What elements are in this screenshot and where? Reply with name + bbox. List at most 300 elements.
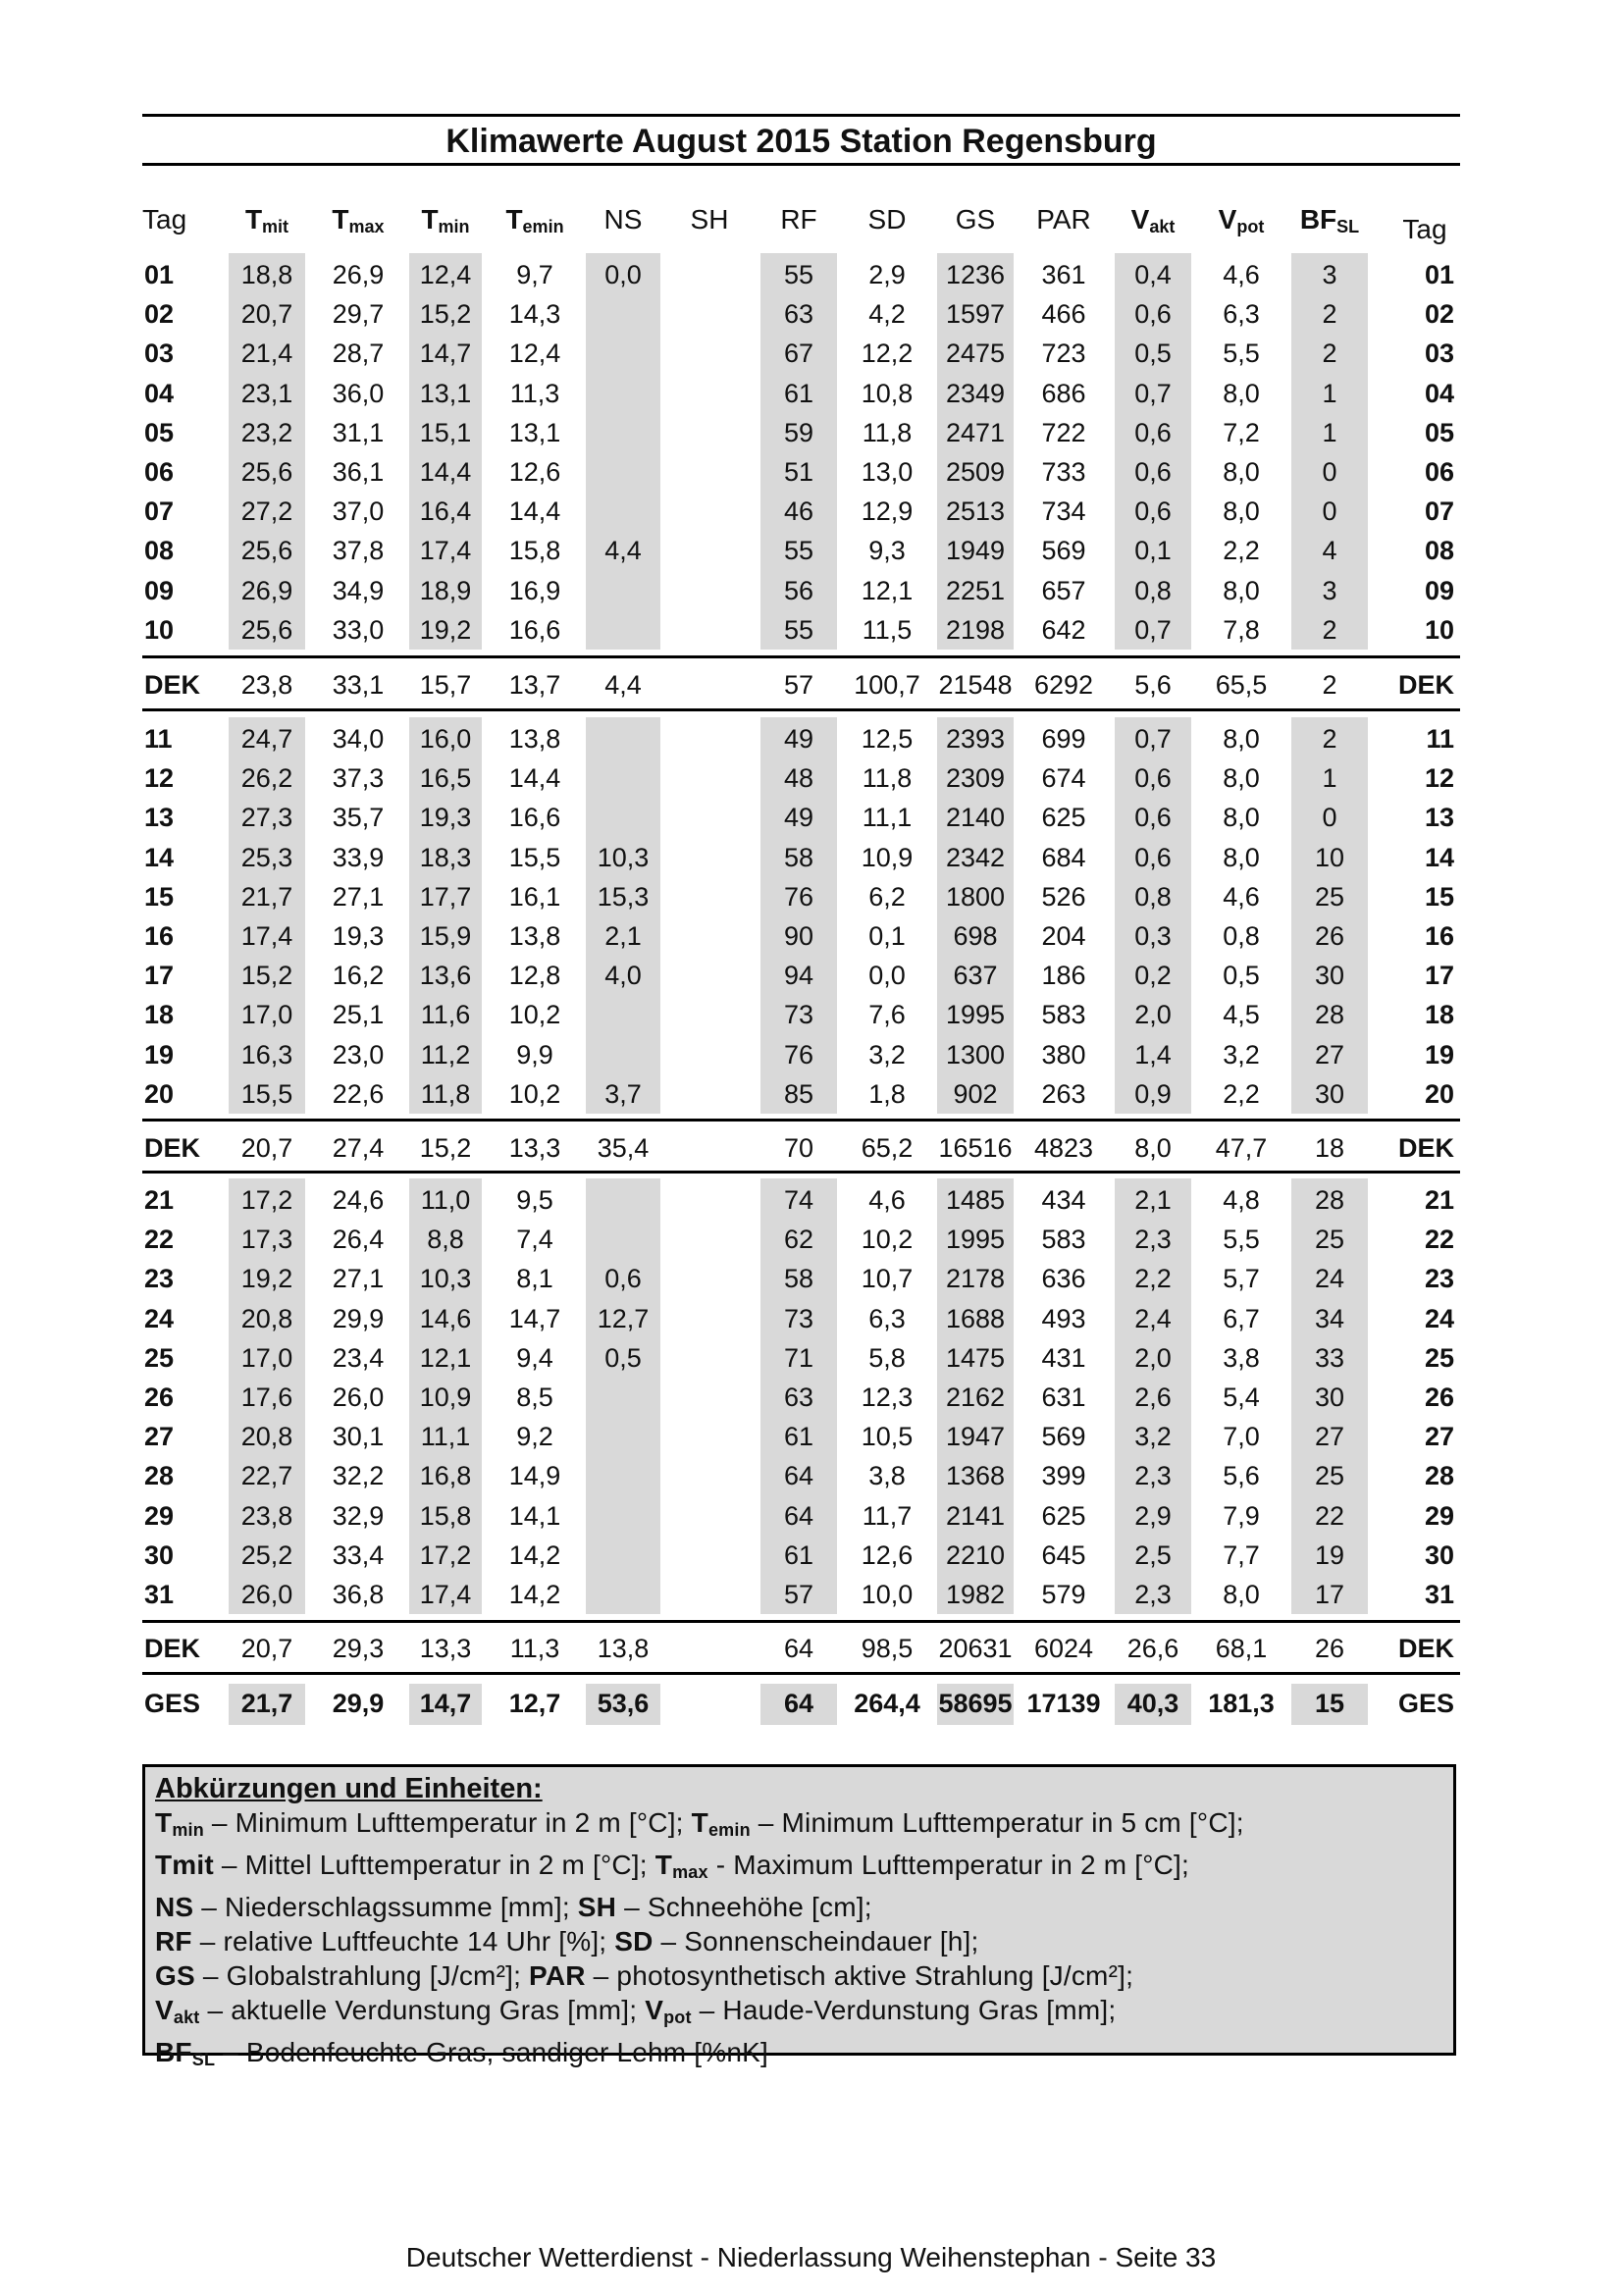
day-row-t-max: 33,9: [332, 842, 385, 872]
day-row-gs: 2140: [945, 803, 1006, 833]
day-row-tag: 23: [144, 1264, 175, 1294]
day-row-ns: [581, 1417, 665, 1456]
day-row-bf-sl: 1: [1322, 763, 1337, 794]
day-row-sd: 6,3: [868, 1303, 906, 1333]
day-row-v-pot: 4,8: [1223, 1185, 1260, 1215]
day-row-t-mit: 17,4: [240, 921, 293, 951]
day-row-t-min: 11,6: [420, 1000, 471, 1030]
day-row-v-akt: 1,4: [1134, 1039, 1172, 1070]
day-row-par: 723: [1041, 339, 1086, 369]
legend-line-5: GS – Globalstrahlung [J/cm²]; PAR – photosynthetisch aktive Strahlung [J/cm²];: [155, 1960, 1134, 1991]
day-row-t-mit: 21,4: [240, 339, 293, 369]
day-row-par: 579: [1041, 1580, 1086, 1609]
day-row-t-mit: 23,8: [240, 1500, 293, 1531]
day-row-bf-sl: 28: [1314, 1185, 1345, 1215]
day-row-t-max: 36,0: [332, 378, 385, 408]
day-row-t-min: 11,1: [420, 1422, 471, 1452]
day-row-sh: [667, 452, 752, 492]
day-row-bf-sl: 4: [1322, 536, 1337, 566]
dek-row-tag: DEK: [144, 670, 201, 700]
day-row-sh: [667, 956, 752, 995]
day-row-t-min: 17,7: [419, 881, 472, 912]
dek-row-gs: 20631: [938, 1634, 1013, 1663]
day-row-par: 466: [1041, 299, 1086, 330]
day-row-bf-sl: 10: [1314, 842, 1345, 872]
ges-row-tag-right: GES: [1397, 1689, 1454, 1718]
day-row-t-min: 14,4: [419, 457, 472, 487]
header-sh: SH: [690, 204, 729, 235]
day-row-t-min: 12,4: [419, 260, 472, 289]
day-row-tag: 08: [144, 536, 175, 566]
day-row-v-pot: 8,0: [1223, 842, 1260, 872]
day-row-tag-right: 27: [1424, 1422, 1454, 1452]
top-rule: [142, 114, 1460, 117]
day-row-t-max: 37,3: [332, 763, 385, 794]
day-row-par: 263: [1041, 1078, 1086, 1109]
day-row-rf: 64: [783, 1500, 814, 1531]
day-row-t-min: 12,1: [419, 1342, 472, 1373]
day-row-rf: 48: [783, 763, 814, 794]
day-row-t-mit: 21,7: [240, 881, 293, 912]
dek-row-par: 6292: [1033, 670, 1094, 700]
day-row-t-max: 27,1: [332, 881, 385, 912]
day-row-bf-sl: 25: [1314, 1461, 1345, 1491]
day-row-ns: [581, 1456, 665, 1495]
day-row-t-min: 17,4: [419, 536, 472, 566]
day-row-tag: 11: [144, 724, 173, 754]
day-row-rf: 61: [783, 378, 814, 408]
day-row-t-min: 14,6: [419, 1303, 472, 1333]
day-row-tag-right: 03: [1424, 339, 1454, 369]
day-row-gs: 1475: [945, 1342, 1006, 1373]
day-row-v-pot: 5,4: [1223, 1383, 1260, 1412]
day-row-t-max: 30,1: [332, 1422, 385, 1452]
day-row-sh: [667, 719, 752, 758]
day-row-ns: 10,3: [597, 842, 650, 872]
day-row-par: 686: [1041, 378, 1086, 408]
day-row-v-akt: 0,3: [1134, 921, 1172, 951]
day-row-sd: 4,2: [868, 299, 906, 330]
day-row-tag: 02: [144, 299, 175, 330]
day-row-par: 493: [1041, 1303, 1086, 1333]
legend-line-4: RF – relative Luftfeuchte 14 Uhr [%]; SD – Sonnenscheindauer [h];: [155, 1926, 979, 1957]
day-row-t-emin: 14,9: [508, 1461, 561, 1491]
day-row-ns: [581, 452, 665, 492]
day-row-t-mit: 25,2: [240, 1539, 293, 1570]
day-row-bf-sl: 0: [1322, 496, 1337, 527]
dek-row-v-akt: 8,0: [1134, 1133, 1172, 1163]
day-row-ns: [581, 571, 665, 610]
day-row-sd: 3,2: [868, 1039, 906, 1070]
day-row-rf: 63: [783, 299, 814, 330]
dek-row-sh: [667, 665, 752, 704]
day-row-t-mit: 19,2: [240, 1264, 293, 1294]
dek-row-t-mit: 23,8: [240, 670, 293, 700]
day-row-t-mit: 20,8: [240, 1422, 293, 1452]
day-row-v-pot: 8,0: [1223, 575, 1260, 605]
day-row-sd: 7,6: [868, 1000, 906, 1030]
dek-row-t-max: 33,1: [332, 670, 385, 700]
day-row-v-pot: 2,2: [1223, 1078, 1260, 1109]
ges-row-t-emin: 12,7: [508, 1689, 561, 1718]
day-row-tag: 10: [144, 614, 175, 645]
day-row-gs: 698: [953, 921, 998, 951]
day-row-sh: [667, 1299, 752, 1338]
day-row-bf-sl: 25: [1314, 881, 1345, 912]
day-row-v-pot: 7,0: [1223, 1422, 1260, 1452]
day-row-gs: 1995: [945, 1000, 1006, 1030]
row-rule: [142, 655, 1460, 658]
day-row-ns: 2,1: [604, 921, 642, 951]
day-row-gs: 1947: [945, 1422, 1006, 1452]
day-row-t-emin: 13,1: [508, 417, 561, 447]
day-row-bf-sl: 33: [1314, 1342, 1345, 1373]
day-row-t-emin: 14,3: [508, 299, 561, 330]
day-row-ns: [581, 758, 665, 798]
ges-row-v-akt: 40,3: [1126, 1689, 1179, 1718]
day-row-rf: 46: [783, 496, 814, 527]
legend-line-6: $V_{akt}$ – aktuelle Verdunstung Gras [mm]; $V_{pot}$ – Haude-Verdunstung Gras [mm];: [155, 1995, 1117, 2027]
day-row-t-max: 27,1: [332, 1264, 385, 1294]
dek-row-ns: 35,4: [597, 1133, 650, 1163]
day-row-ns: [581, 334, 665, 373]
day-row-tag-right: 21: [1424, 1185, 1454, 1215]
day-row-v-pot: 8,0: [1223, 803, 1260, 833]
day-row-bf-sl: 1: [1322, 417, 1337, 447]
day-row-v-akt: 2,3: [1134, 1461, 1172, 1491]
day-row-t-emin: 14,2: [508, 1539, 561, 1570]
day-row-v-akt: 2,0: [1134, 1000, 1172, 1030]
day-row-v-akt: 2,4: [1134, 1303, 1172, 1333]
day-row-par: 186: [1041, 961, 1086, 991]
day-row-tag: 25: [144, 1342, 175, 1373]
day-row-bf-sl: 3: [1322, 260, 1337, 289]
day-row-ns: [581, 492, 665, 531]
day-row-rf: 76: [783, 1039, 814, 1070]
day-row-tag-right: 13: [1424, 803, 1454, 833]
day-row-v-akt: 2,3: [1134, 1225, 1172, 1255]
day-row-rf: 55: [783, 536, 814, 566]
day-row-t-mit: 15,2: [240, 961, 293, 991]
day-row-sd: 12,6: [861, 1539, 914, 1570]
day-row-rf: 73: [783, 1000, 814, 1030]
dek-row-t-min: 15,7: [419, 670, 472, 700]
day-row-t-mit: 26,0: [240, 1580, 293, 1609]
day-row-tag-right: 31: [1424, 1580, 1454, 1609]
row-rule: [142, 1672, 1460, 1675]
dek-row-t-emin: 13,3: [508, 1133, 561, 1163]
header-rf: RF: [780, 204, 817, 235]
day-row-t-min: 19,2: [419, 614, 472, 645]
day-row-v-pot: 5,5: [1223, 339, 1260, 369]
day-row-tag: 12: [144, 763, 175, 794]
day-row-v-pot: 0,8: [1223, 921, 1260, 951]
day-row-v-akt: 2,3: [1134, 1580, 1172, 1609]
day-row-rf: 49: [783, 724, 814, 754]
day-row-par: 569: [1041, 536, 1086, 566]
legend-line-7: $BF_{SL}$ – Bodenfeuchte Gras, sandiger Lehm [%nK]: [155, 2037, 769, 2069]
day-row-t-emin: 14,2: [508, 1580, 561, 1609]
day-row-sd: 12,3: [861, 1383, 914, 1412]
day-row-t-mit: 23,2: [240, 417, 293, 447]
day-row-rf: 55: [783, 614, 814, 645]
day-row-sd: 11,5: [862, 614, 913, 645]
header-tag-right: Tag: [1402, 214, 1447, 244]
day-row-tag-right: 28: [1424, 1461, 1454, 1491]
day-row-sd: 11,8: [862, 417, 913, 447]
dek-row-sd: 65,2: [861, 1133, 914, 1163]
day-row-tag-right: 30: [1424, 1539, 1454, 1570]
ges-row-t-max: 29,9: [332, 1689, 385, 1718]
day-row-t-emin: 16,6: [508, 803, 561, 833]
day-row-par: 699: [1041, 724, 1086, 754]
day-row-tag-right: 12: [1424, 763, 1454, 794]
day-row-par: 733: [1041, 457, 1086, 487]
dek-row-t-max: 29,3: [332, 1634, 385, 1663]
day-row-gs: 2471: [945, 417, 1006, 447]
day-row-t-max: 29,9: [332, 1303, 385, 1333]
day-row-tag: 04: [144, 378, 175, 408]
day-row-sd: 11,1: [862, 803, 913, 833]
dek-row-tag: DEK: [144, 1634, 201, 1663]
day-row-t-emin: 14,4: [508, 496, 561, 527]
day-row-v-pot: 8,0: [1223, 457, 1260, 487]
day-row-tag-right: 23: [1424, 1264, 1454, 1294]
day-row-v-akt: 0,4: [1134, 260, 1172, 289]
day-row-tag: 31: [144, 1580, 175, 1609]
day-row-par: 722: [1041, 417, 1086, 447]
day-row-t-max: 25,1: [332, 1000, 385, 1030]
day-row-t-max: 23,4: [332, 1342, 385, 1373]
day-row-sd: 2,9: [868, 260, 906, 289]
day-row-t-mit: 22,7: [240, 1461, 293, 1491]
day-row-tag: 06: [144, 457, 175, 487]
dek-row-t-min: 13,3: [419, 1634, 472, 1663]
day-row-gs: 2141: [945, 1500, 1006, 1531]
header-v-akt: $V_{akt}$: [1130, 204, 1176, 236]
day-row-t-max: 37,8: [332, 536, 385, 566]
day-row-t-mit: 17,0: [240, 1342, 293, 1373]
day-row-bf-sl: 3: [1322, 575, 1337, 605]
day-row-par: 361: [1041, 260, 1086, 289]
dek-row-ns: 13,8: [597, 1634, 650, 1663]
day-row-tag: 21: [144, 1185, 175, 1215]
day-row-t-max: 36,1: [332, 457, 385, 487]
day-row-rf: 67: [783, 339, 814, 369]
day-row-ns: [581, 374, 665, 413]
day-row-sd: 10,7: [861, 1264, 914, 1294]
day-row-bf-sl: 19: [1314, 1539, 1345, 1570]
ges-row-sd: 264,4: [854, 1689, 920, 1718]
day-row-sh: [667, 1220, 752, 1259]
day-row-v-akt: 0,6: [1134, 763, 1172, 794]
day-row-bf-sl: 25: [1314, 1225, 1345, 1255]
day-row-sd: 10,0: [861, 1580, 914, 1609]
day-row-sh: [667, 1536, 752, 1575]
day-row-t-mit: 20,8: [240, 1303, 293, 1333]
header-par: PAR: [1036, 204, 1091, 235]
day-row-sh: [667, 531, 752, 570]
day-row-gs: 2349: [945, 378, 1006, 408]
day-row-ns: 4,4: [604, 536, 642, 566]
day-row-tag-right: 09: [1424, 575, 1454, 605]
day-row-par: 657: [1041, 575, 1086, 605]
day-row-tag: 05: [144, 417, 175, 447]
day-row-rf: 49: [783, 803, 814, 833]
day-row-sd: 12,1: [861, 575, 914, 605]
day-row-t-min: 17,4: [419, 1580, 472, 1609]
day-row-t-emin: 8,1: [516, 1264, 553, 1294]
day-row-v-akt: 0,6: [1134, 457, 1172, 487]
ges-row-tag: GES: [144, 1689, 201, 1718]
day-row-t-min: 15,8: [419, 1500, 472, 1531]
day-row-v-pot: 3,2: [1223, 1039, 1260, 1070]
day-row-sd: 1,8: [868, 1078, 906, 1109]
day-row-rf: 58: [783, 842, 814, 872]
day-row-t-max: 34,0: [332, 724, 385, 754]
day-row-bf-sl: 0: [1322, 803, 1337, 833]
ges-row-t-min: 14,7: [419, 1689, 472, 1718]
day-row-t-emin: 14,7: [508, 1303, 561, 1333]
day-row-gs: 902: [953, 1078, 998, 1109]
row-rule: [142, 1620, 1460, 1623]
day-row-rf: 57: [783, 1580, 814, 1609]
day-row-t-min: 18,9: [419, 575, 472, 605]
day-row-t-min: 11,8: [420, 1078, 471, 1109]
day-row-t-mit: 27,2: [240, 496, 293, 527]
ges-row-v-pot: 181,3: [1208, 1689, 1275, 1718]
day-row-sh: [667, 1378, 752, 1417]
day-row-ns: 15,3: [597, 881, 650, 912]
day-row-rf: 62: [783, 1225, 814, 1255]
day-row-tag: 16: [144, 921, 175, 951]
day-row-t-max: 26,4: [332, 1225, 385, 1255]
day-row-sd: 9,3: [868, 536, 906, 566]
day-row-t-min: 11,0: [420, 1185, 471, 1215]
day-row-sh: [667, 1575, 752, 1614]
day-row-v-pot: 7,2: [1223, 417, 1260, 447]
day-row-t-min: 8,8: [427, 1225, 464, 1255]
day-row-tag-right: 22: [1424, 1225, 1454, 1255]
dek-row-v-akt: 26,6: [1126, 1634, 1179, 1663]
day-row-tag: 01: [144, 260, 175, 289]
day-row-v-pot: 8,0: [1223, 724, 1260, 754]
day-row-rf: 61: [783, 1422, 814, 1452]
day-row-sd: 0,1: [868, 921, 906, 951]
day-row-sd: 3,8: [868, 1461, 906, 1491]
day-row-tag: 07: [144, 496, 175, 527]
header-ns: NS: [603, 204, 643, 235]
day-row-tag: 14: [144, 842, 175, 872]
day-row-tag-right: 05: [1424, 417, 1454, 447]
dek-row-v-akt: 5,6: [1134, 670, 1172, 700]
day-row-par: 684: [1041, 842, 1086, 872]
day-row-gs: 2342: [945, 842, 1006, 872]
day-row-tag-right: 24: [1424, 1303, 1454, 1333]
table-title: Klimawerte August 2015 Station Regensburg: [445, 123, 1157, 160]
day-row-t-min: 15,2: [419, 299, 472, 330]
day-row-rf: 55: [783, 260, 814, 289]
dek-row-bf-sl: 2: [1322, 670, 1337, 700]
dek-row-t-max: 27,4: [332, 1133, 385, 1163]
day-row-t-emin: 16,9: [508, 575, 561, 605]
day-row-t-max: 22,6: [332, 1078, 385, 1109]
day-row-t-min: 11,2: [420, 1039, 471, 1070]
day-row-t-mit: 26,2: [240, 763, 293, 794]
day-row-v-akt: 0,6: [1134, 842, 1172, 872]
day-row-bf-sl: 24: [1314, 1264, 1345, 1294]
dek-row-tag-right: DEK: [1397, 1133, 1454, 1163]
day-row-t-min: 13,1: [419, 378, 472, 408]
day-row-rf: 85: [783, 1078, 814, 1109]
dek-row-v-pot: 47,7: [1215, 1133, 1268, 1163]
legend-box: [142, 1764, 1456, 2069]
header-t-emin: $T_{emin}$: [505, 204, 564, 236]
day-row-sh: [667, 995, 752, 1034]
day-row-gs: 1688: [945, 1303, 1006, 1333]
day-row-t-min: 10,9: [419, 1383, 472, 1412]
day-row-sh: [667, 916, 752, 956]
day-row-gs: 1995: [945, 1225, 1006, 1255]
dek-row-rf: 70: [783, 1133, 814, 1163]
day-row-v-akt: 0,7: [1134, 724, 1172, 754]
day-row-sh: [667, 1496, 752, 1536]
day-row-t-emin: 13,8: [508, 921, 561, 951]
day-row-v-pot: 8,0: [1223, 496, 1260, 527]
day-row-sh: [667, 334, 752, 373]
row-rule: [142, 708, 1460, 711]
day-row-t-mit: 17,0: [240, 1000, 293, 1030]
ges-row-rf: 64: [783, 1689, 814, 1718]
day-row-sh: [667, 798, 752, 837]
day-row-v-akt: 0,7: [1134, 614, 1172, 645]
day-row-t-mit: 20,7: [240, 299, 293, 330]
day-row-sh: [667, 294, 752, 334]
day-row-v-pot: 7,7: [1223, 1539, 1260, 1570]
day-row-t-emin: 12,6: [508, 457, 561, 487]
dek-row-rf: 64: [783, 1634, 814, 1663]
day-row-bf-sl: 2: [1322, 339, 1337, 369]
dek-row-gs: 21548: [938, 670, 1013, 700]
day-row-ns: [581, 1575, 665, 1614]
day-row-tag-right: 15: [1424, 881, 1454, 912]
day-row-t-min: 18,3: [419, 842, 472, 872]
day-row-sd: 11,7: [862, 1500, 913, 1531]
day-row-ns: 3,7: [604, 1078, 642, 1109]
day-row-sd: 10,8: [861, 378, 914, 408]
day-row-gs: 2393: [945, 724, 1006, 754]
day-row-ns: 0,5: [604, 1342, 642, 1373]
day-row-par: 431: [1041, 1342, 1086, 1373]
day-row-sd: 6,2: [868, 881, 906, 912]
day-row-sh: [667, 1338, 752, 1378]
day-row-v-pot: 8,0: [1223, 378, 1260, 408]
day-row-tag-right: 16: [1424, 921, 1454, 951]
day-row-ns: [581, 1220, 665, 1259]
header-t-mit: $T_{mit}$: [244, 204, 289, 236]
day-row-bf-sl: 0: [1322, 457, 1337, 487]
day-row-sd: 12,9: [861, 496, 914, 527]
day-row-ns: [581, 294, 665, 334]
day-row-tag-right: 04: [1424, 378, 1454, 408]
title-rule: [142, 163, 1460, 166]
dek-row-sd: 98,5: [861, 1634, 914, 1663]
day-row-par: 569: [1041, 1422, 1086, 1452]
day-row-tag: 29: [144, 1500, 175, 1531]
day-row-sd: 10,2: [861, 1225, 914, 1255]
day-row-t-emin: 9,2: [516, 1422, 553, 1452]
day-row-sh: [667, 877, 752, 916]
